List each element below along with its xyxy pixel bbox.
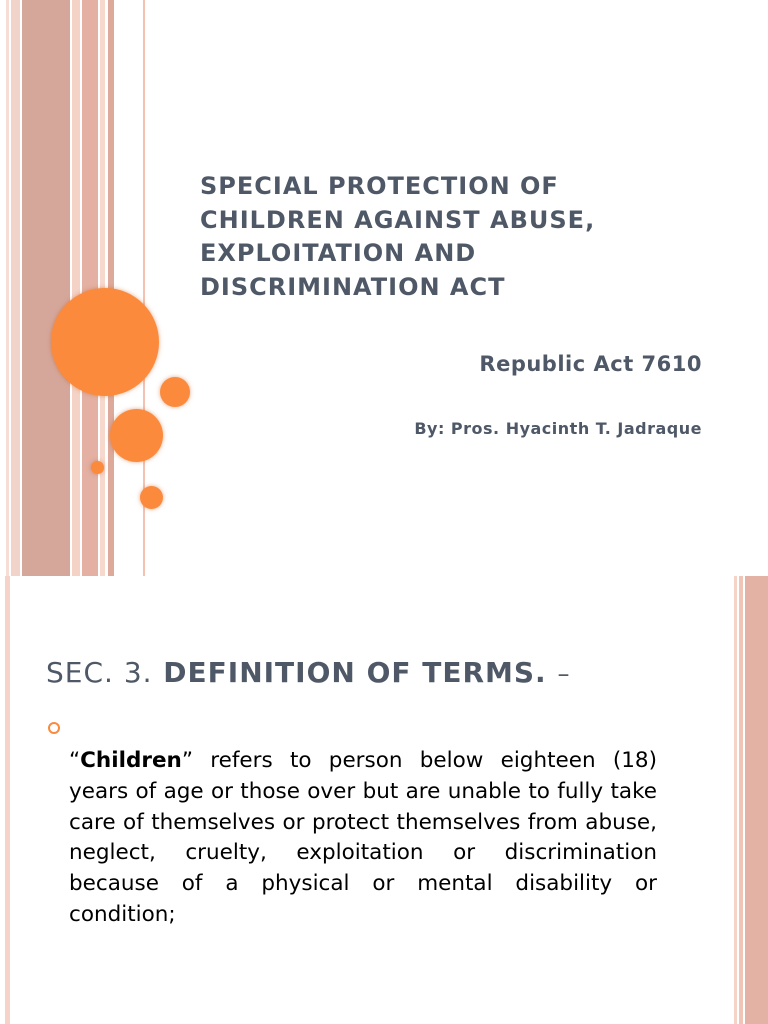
section-heading: SEC. 3. DEFINITION OF TERMS. – [46,656,571,689]
defined-term: Children [80,748,182,773]
medium-circle [110,409,163,462]
hollow-circle-bullet-icon [48,722,60,734]
section-title: DEFINITION OF TERMS. [152,656,558,689]
slide-subtitle: Republic Act 7610 [479,352,702,376]
slide-title [200,170,720,304]
title-line: SPECIAL PROTECTION OF CHILDREN AGAINST ABUSE, EXPLOITATION AND DISCRIMINATION ACT [200,172,596,301]
author-line: By: Pros. Hyacinth T. Jadraque [414,419,702,438]
definition-text: “Children” refers to person below eighteen (18) years of age or those over but are unable to fully take care of themselves or protect themselves from abuse, neglect, cruelty, exploitation or discrimination because of a physical or mental disability or condition; [69,748,657,927]
small-circle-bottom [140,486,163,509]
section-number: SEC. 3 [46,656,143,689]
small-circle [160,377,190,407]
definition-slide [0,576,768,1024]
large-circle [51,288,159,396]
tiny-circle [91,461,104,474]
